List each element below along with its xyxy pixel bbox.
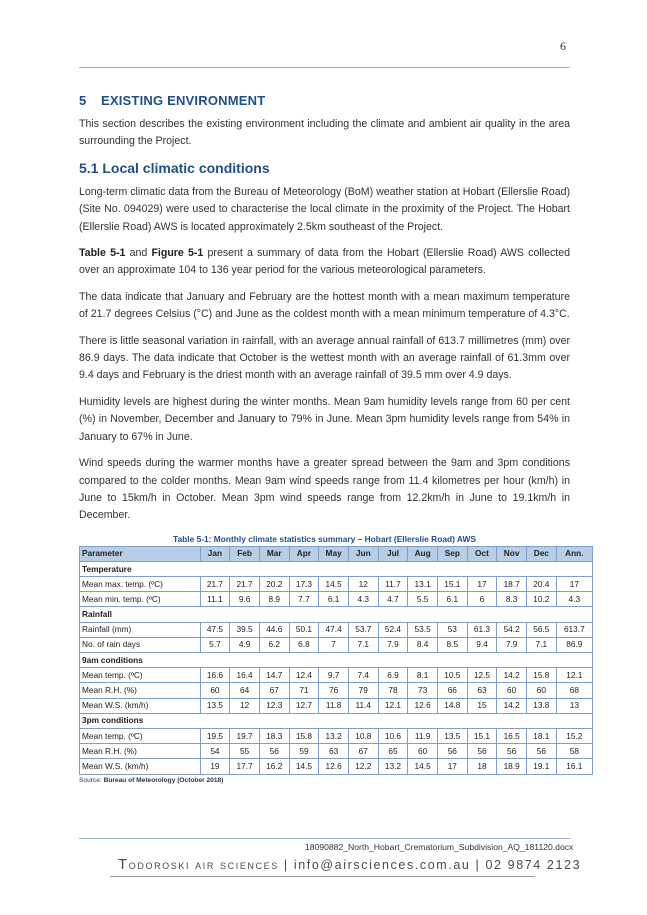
table-cell: 21.7 (230, 577, 260, 592)
table-cell: 5.5 (408, 592, 438, 607)
table-cell: 61.3 (467, 622, 497, 637)
section-intro: This section describes the existing environment including the climate and ambient air quality in the area surrounding the Project. (79, 118, 570, 148)
table-cell: 4.7 (378, 592, 408, 607)
brand-initial: T (118, 856, 129, 873)
table-cell: 65 (378, 744, 408, 759)
table-group-row (80, 653, 593, 668)
table-cell: 21.7 (200, 577, 230, 592)
table-cell: 11.4 (348, 698, 378, 713)
table-cell: 7.1 (348, 637, 378, 652)
table-cell: 12.1 (378, 698, 408, 713)
table-cell: 7.7 (289, 592, 319, 607)
group-label: 3pm conditions (80, 713, 593, 728)
section-title: EXISTING ENVIRONMENT (101, 93, 266, 108)
paragraph-2-text: present a summary of data from the Hobart (Ellerslie Road) AWS collected over an approximate 104 to 136 year period for the various meteorological parameters. (79, 247, 570, 277)
row-label: Mean R.H. (%) (80, 744, 201, 759)
climate-table (79, 546, 593, 775)
table-cell: 47.4 (319, 622, 349, 637)
table-cell: 7.9 (378, 637, 408, 652)
table-cell: 11.1 (200, 592, 230, 607)
table-cell: 71 (289, 683, 319, 698)
table-cell: 13.2 (319, 728, 349, 743)
table-cell: 54.2 (497, 622, 527, 637)
table-cell: 44.6 (259, 622, 289, 637)
table-source (79, 777, 570, 784)
table-cell: 20.4 (526, 577, 556, 592)
table-header-row (80, 546, 593, 561)
row-label: No. of rain days (80, 637, 201, 652)
column-header: Aug (408, 546, 438, 561)
table-row (80, 637, 593, 652)
table-reference: Table 5-1 (79, 247, 126, 260)
table-cell: 8.4 (408, 637, 438, 652)
table-cell: 66 (437, 683, 467, 698)
table-cell: 86.9 (556, 637, 592, 652)
table-cell: 10.6 (378, 728, 408, 743)
table-cell: 60 (497, 683, 527, 698)
table-cell: 12.1 (556, 668, 592, 683)
table-cell: 52.4 (378, 622, 408, 637)
table-cell: 14.5 (319, 577, 349, 592)
table-cell: 13.8 (526, 698, 556, 713)
table-cell: 56 (526, 744, 556, 759)
table-cell: 6.8 (289, 637, 319, 652)
paragraph-2-and: and (125, 247, 152, 260)
table-cell: 19.7 (230, 728, 260, 743)
table-cell: 18.1 (526, 728, 556, 743)
column-header: Feb (230, 546, 260, 561)
table-cell: 58 (556, 744, 592, 759)
row-label: Mean R.H. (%) (80, 683, 201, 698)
table-cell: 53 (437, 622, 467, 637)
table-cell: 67 (259, 683, 289, 698)
table-row (80, 622, 593, 637)
table-body (80, 561, 593, 774)
column-header: Sep (437, 546, 467, 561)
table-cell: 17 (437, 759, 467, 774)
table-cell: 13 (556, 698, 592, 713)
table-cell: 12.2 (348, 759, 378, 774)
table-cell: 47.5 (200, 622, 230, 637)
table-cell: 7.9 (497, 637, 527, 652)
table-cell: 60 (408, 744, 438, 759)
table-cell: 12.7 (289, 698, 319, 713)
table-cell: 39.5 (230, 622, 260, 637)
section-number: 5 (79, 93, 87, 108)
table-row (80, 759, 593, 774)
table-cell: 53.5 (408, 622, 438, 637)
table-cell: 8.1 (408, 668, 438, 683)
paragraph-1: Long-term climatic data from the Bureau of Meteorology (BoM) weather station at Hobart (Ellerslie Road) (Site No. 094029) were used to characterise the local climate in the proximity of the Project. The Hobart (Ellerslie Road) AWS is located approximately 2.5km southeast of the Project. (79, 185, 570, 233)
table-cell: 60 (526, 683, 556, 698)
table-cell: 12.5 (467, 668, 497, 683)
table-row (80, 683, 593, 698)
paragraph-3: The data indicate that January and February are the hottest month with a mean maximum temperature of 21.7 degrees Celsius (°C) and June as the coldest month with a mean minimum temperature of 4.3°C. (79, 290, 570, 321)
table-cell: 15 (467, 698, 497, 713)
column-header: Jan (200, 546, 230, 561)
table-cell: 15.2 (556, 728, 592, 743)
table-cell: 19.1 (526, 759, 556, 774)
table-row (80, 668, 593, 683)
table-cell: 54 (200, 744, 230, 759)
table-cell: 4.3 (556, 592, 592, 607)
column-header: May (319, 546, 349, 561)
footer-rule-top (79, 838, 570, 839)
table-cell: 64 (230, 683, 260, 698)
table-cell: 10.5 (437, 668, 467, 683)
company-footer (118, 856, 581, 873)
table-cell: 7 (319, 637, 349, 652)
paragraph-2 (79, 245, 570, 280)
table-cell: 9.4 (467, 637, 497, 652)
table-cell: 68 (556, 683, 592, 698)
column-header: Oct (467, 546, 497, 561)
table-cell: 20.2 (259, 577, 289, 592)
column-header: Mar (259, 546, 289, 561)
table-cell: 59 (289, 744, 319, 759)
row-label: Rainfall (mm) (80, 622, 201, 637)
table-cell: 12.4 (289, 668, 319, 683)
table-cell: 7.4 (348, 668, 378, 683)
table-caption: Table 5-1: Monthly climate statistics summary – Hobart (Ellerslie Road) AWS (173, 533, 476, 544)
table-cell: 13.5 (200, 698, 230, 713)
table-cell: 6.1 (319, 592, 349, 607)
table-cell: 14.7 (259, 668, 289, 683)
table-cell: 15.1 (467, 728, 497, 743)
table-cell: 76 (319, 683, 349, 698)
table-cell: 63 (319, 744, 349, 759)
table-cell: 56.5 (526, 622, 556, 637)
file-reference: 18090882_North_Hobart_Crematorium_Subdivision_AQ_181120.docx (305, 842, 574, 852)
column-header-parameter: Parameter (80, 546, 201, 561)
table-cell: 18.3 (259, 728, 289, 743)
row-label: Mean W.S. (km/h) (80, 698, 201, 713)
table-cell: 12.3 (259, 698, 289, 713)
row-label: Mean min. temp. (ºC) (80, 592, 201, 607)
table-cell: 14.8 (437, 698, 467, 713)
table-group-row (80, 607, 593, 622)
footer-rule-bottom (110, 876, 535, 877)
table-cell: 12.6 (408, 698, 438, 713)
header-rule (79, 67, 570, 68)
table-row (80, 698, 593, 713)
table-row (80, 592, 593, 607)
table-cell: 4.3 (348, 592, 378, 607)
table-cell: 10.8 (348, 728, 378, 743)
table-cell: 14.2 (497, 668, 527, 683)
table-cell: 12.6 (319, 759, 349, 774)
table-cell: 53.7 (348, 622, 378, 637)
table-cell: 13.1 (408, 577, 438, 592)
table-row (80, 744, 593, 759)
source-name: Bureau of Meteorology (October 2018) (103, 776, 224, 784)
table-cell: 56 (497, 744, 527, 759)
table-cell: 17.7 (230, 759, 260, 774)
table-cell: 14.5 (289, 759, 319, 774)
column-header: Ann. (556, 546, 592, 561)
table-cell: 11.9 (408, 728, 438, 743)
brand-suffix: air sciences (190, 858, 279, 872)
table-cell: 16.1 (556, 759, 592, 774)
column-header: Nov (497, 546, 527, 561)
table-cell: 5.7 (200, 637, 230, 652)
table-cell: 17.3 (289, 577, 319, 592)
document-body (79, 93, 585, 784)
table-cell: 17 (467, 577, 497, 592)
page-number: 6 (560, 39, 566, 53)
table-cell: 56 (467, 744, 497, 759)
table-cell: 10.2 (526, 592, 556, 607)
contact-details: | info@airsciences.com.au | 02 9874 2123 (278, 858, 582, 872)
table-cell: 6.2 (259, 637, 289, 652)
subsection-heading: 5.1 Local climatic conditions (79, 159, 270, 176)
table-cell: 9.6 (230, 592, 260, 607)
column-header: Jul (378, 546, 408, 561)
figure-reference: Figure 5-1 (151, 247, 204, 260)
table-cell: 16.5 (497, 728, 527, 743)
table-group-row (80, 713, 593, 728)
table-cell: 79 (348, 683, 378, 698)
table-cell: 12 (230, 698, 260, 713)
column-header: Dec (526, 546, 556, 561)
table-cell: 11.7 (378, 577, 408, 592)
paragraph-5: Humidity levels are highest during the winter months. Mean 9am humidity levels range from 60 per cent (%) in November, December and January to 79% in June. Mean 3pm humidity levels range from 54% in January to 67% in June. (79, 395, 570, 443)
table-cell: 16.6 (200, 668, 230, 683)
group-label: 9am conditions (80, 653, 593, 668)
table-cell: 12 (348, 577, 378, 592)
paragraph-4: There is little seasonal variation in rainfall, with an average annual rainfall of 613.7 millimetres (mm) over 86.9 days. The data indicate that October is the wettest month with an average rainfall of 61.3mm over 9.4 days and February is the driest month with an average rainfall of 39.5 mm over 4.9 days. (79, 334, 570, 382)
table-cell: 6 (467, 592, 497, 607)
table-cell: 4.9 (230, 637, 260, 652)
table-cell: 19 (200, 759, 230, 774)
table-cell: 8.3 (497, 592, 527, 607)
table-cell: 14.5 (408, 759, 438, 774)
table-group-row (80, 561, 593, 576)
table-cell: 55 (230, 744, 260, 759)
table-cell: 18 (467, 759, 497, 774)
table-cell: 15.8 (289, 728, 319, 743)
table-cell: 16.4 (230, 668, 260, 683)
table-row (80, 728, 593, 743)
table-cell: 15.8 (526, 668, 556, 683)
table-cell: 19.5 (200, 728, 230, 743)
table-cell: 6.1 (437, 592, 467, 607)
group-label: Temperature (80, 561, 593, 576)
table-cell: 56 (437, 744, 467, 759)
table-cell: 13.2 (378, 759, 408, 774)
table-row (80, 577, 593, 592)
table-cell: 8.9 (259, 592, 289, 607)
section-heading (79, 93, 570, 108)
table-cell: 11.8 (319, 698, 349, 713)
group-label: Rainfall (80, 607, 593, 622)
brand-name: odoroski (128, 858, 191, 872)
table-cell: 50.1 (289, 622, 319, 637)
table-cell: 7.1 (526, 637, 556, 652)
row-label: Mean W.S. (km/h) (80, 759, 201, 774)
paragraph-6: Wind speeds during the warmer months have a greater spread between the 9am and 3pm conditions compared to the colder months. Mean 9am wind speeds range from 11.4 kilometres per hour (km/h) in June to 15km/h in October. Mean 3pm wind speeds range from 12.2km/h in June to 19.1km/h in December. (79, 457, 570, 522)
table-cell: 9.7 (319, 668, 349, 683)
table-cell: 63 (467, 683, 497, 698)
table-cell: 56 (259, 744, 289, 759)
table-cell: 14.2 (497, 698, 527, 713)
column-header: Jun (348, 546, 378, 561)
table-cell: 17 (556, 577, 592, 592)
table-cell: 78 (378, 683, 408, 698)
table-cell: 13.5 (437, 728, 467, 743)
table-cell: 6.9 (378, 668, 408, 683)
column-header: Apr (289, 546, 319, 561)
table-cell: 8.5 (437, 637, 467, 652)
table-cell: 613.7 (556, 622, 592, 637)
row-label: Mean temp. (ºC) (80, 668, 201, 683)
row-label: Mean max. temp. (ºC) (80, 577, 201, 592)
table-cell: 15.1 (437, 577, 467, 592)
row-label: Mean temp. (ºC) (80, 728, 201, 743)
table-cell: 60 (200, 683, 230, 698)
table-cell: 73 (408, 683, 438, 698)
source-prefix: Source: (79, 776, 104, 784)
table-cell: 18.7 (497, 577, 527, 592)
table-cell: 67 (348, 744, 378, 759)
table-cell: 16.2 (259, 759, 289, 774)
table-cell: 18.9 (497, 759, 527, 774)
